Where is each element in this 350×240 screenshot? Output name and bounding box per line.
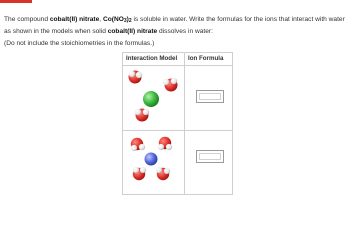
question-text: The compound cobalt(II) nitrate, $Co(NO_3)_2$ is soluble in water. Write the formulas for the ions that interact with water as shown in the models when solid cobalt(II) nitrate dissolves in water: (Do not include the stoichiometries in the formulas.)	[4, 16, 345, 48]
header-divider	[123, 65, 232, 66]
compound-name: cobalt(II) nitrate	[49, 16, 100, 23]
ion-formula-input-2[interactable]	[196, 150, 224, 163]
cation-hydration-model-icon	[125, 67, 183, 129]
ion-table	[122, 52, 233, 195]
header-interaction-model: Interaction Model	[126, 55, 178, 62]
anion-hydration-model-icon	[125, 132, 183, 194]
header-ion-formula: Ion Formula	[188, 55, 224, 62]
row-divider	[123, 130, 232, 131]
accent-bar	[0, 0, 32, 3]
instruction-note: (Do not include the stoichiometries in the formulas.)	[4, 40, 155, 48]
ion-formula-input-1[interactable]	[196, 90, 224, 103]
compound-formula: $Co(NO_3)_2$	[102, 16, 132, 24]
column-divider	[184, 53, 185, 194]
